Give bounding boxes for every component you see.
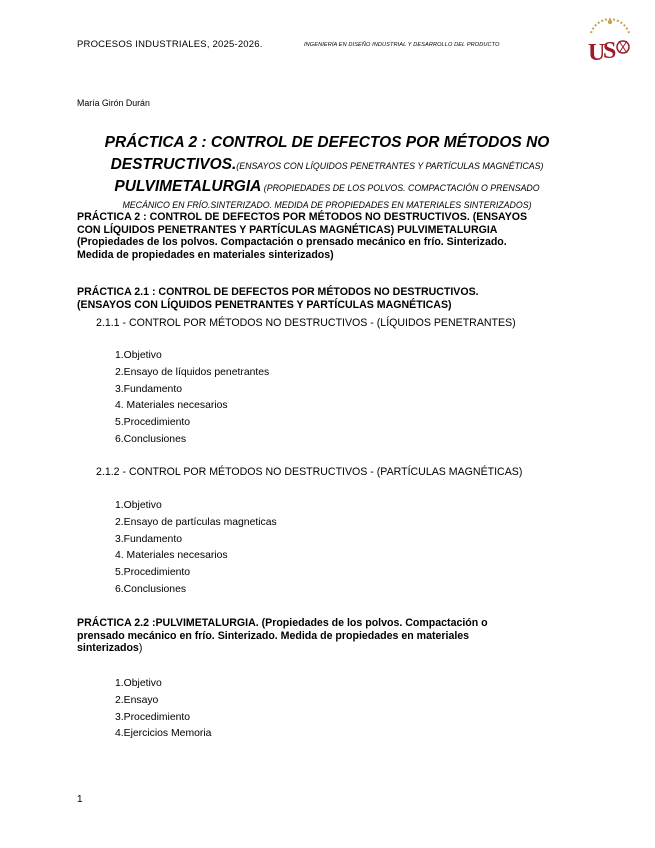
title-line-4: MECÁNICO EN FRÍO.SINTERIZADO. MEDIDA DE PROPIEDADES EN MATERIALES SINTERIZADOS) [122, 200, 532, 210]
title-line-1: PRÁCTICA 2 : CONTROL DE DEFECTOS POR MÉTODOS NO [104, 134, 550, 151]
list-item: 1.Objetivo [115, 678, 162, 689]
list-item: 4. Materiales necesarios [115, 400, 228, 412]
list-item: 3.Fundamento [115, 533, 183, 545]
title-line-3: PULVIMETALURGIA (PROPIEDADES DE LOS POLVOS. COMPACTACIÓN O PRENSADO [114, 178, 540, 195]
list-item: 3.Procedimiento [115, 711, 191, 723]
section-2-1-heading: PRÁCTICA 2.1 : CONTROL DE DEFECTOS POR MÉTODOS NO DESTRUCTIVOS. (ENSAYOS CON LÍQUIDOS PENETRANTES Y PARTÍCULAS MAGNÉTICAS) [77, 286, 479, 311]
svg-text:S: S [603, 38, 617, 64]
subsection-2-1-1-heading: 2.1.1 - CONTROL POR MÉTODOS NO DESTRUCTIVOS - (LÍQUIDOS PENETRANTES) [96, 317, 516, 329]
section-2-2-heading: PRÁCTICA 2.2 :PULVIMETALURGIA. (Propiedades de los polvos. Compactación o prensado mecánico en frío. Sinterizado. Medida de propiedades en materiales sinterizados) [77, 617, 488, 654]
subsection-2-1-2-heading: 2.1.2 - CONTROL POR MÉTODOS NO DESTRUCTIVOS - (PARTÍCULAS MAGNÉTICAS) [96, 466, 523, 478]
university-logo [585, 13, 635, 65]
course-header: PROCESOS INDUSTRIALES, 2025-2026. [77, 39, 263, 50]
list-2-1-2 [115, 498, 277, 599]
document-title [76, 132, 578, 212]
list-item: 5.Procedimiento [115, 417, 191, 429]
list-item: 3.Fundamento [115, 383, 183, 395]
list-item: 1.Objetivo [115, 350, 162, 361]
svg-text:U: U [588, 40, 606, 65]
list-item: 6.Conclusiones [115, 433, 187, 445]
list-item: 2.Ensayo de partículas magneticas [115, 516, 277, 528]
list-item: 4.Ejercicios Memoria [115, 728, 212, 740]
page-number: 1 [77, 794, 83, 805]
summary-paragraph: PRÁCTICA 2 : CONTROL DE DEFECTOS POR MÉTODOS NO DESTRUCTIVOS. (ENSAYOS CON LÍQUIDOS PENETRANTES Y PARTÍCULAS MAGNÉTICAS) PULVIMETALURGIA (Propiedades de los polvos. Compactación o prensado mecánico en frío. Sinterizado. Medida de propiedades en materiales sinterizados) [77, 211, 528, 261]
list-item: 6.Conclusiones [115, 583, 187, 595]
list-item: 1.Objetivo [115, 500, 162, 511]
list-2-1-1 [115, 348, 269, 449]
list-item: 2.Ensayo [115, 694, 159, 706]
author-name: María Girón Durán [77, 98, 150, 108]
degree-header: INGENIERÍA EN DISEÑO INDUSTRIAL Y DESARROLLO DEL PRODUCTO [304, 42, 500, 48]
list-2-2 [115, 676, 211, 743]
list-item: 5.Procedimiento [115, 567, 191, 579]
list-item: 4. Materiales necesarios [115, 550, 228, 562]
title-line-2: DESTRUCTIVOS.(ENSAYOS CON LÍQUIDOS PENETRANTES Y PARTÍCULAS MAGNÉTICAS) [110, 156, 544, 173]
list-item: 2.Ensayo de líquidos penetrantes [115, 366, 270, 378]
